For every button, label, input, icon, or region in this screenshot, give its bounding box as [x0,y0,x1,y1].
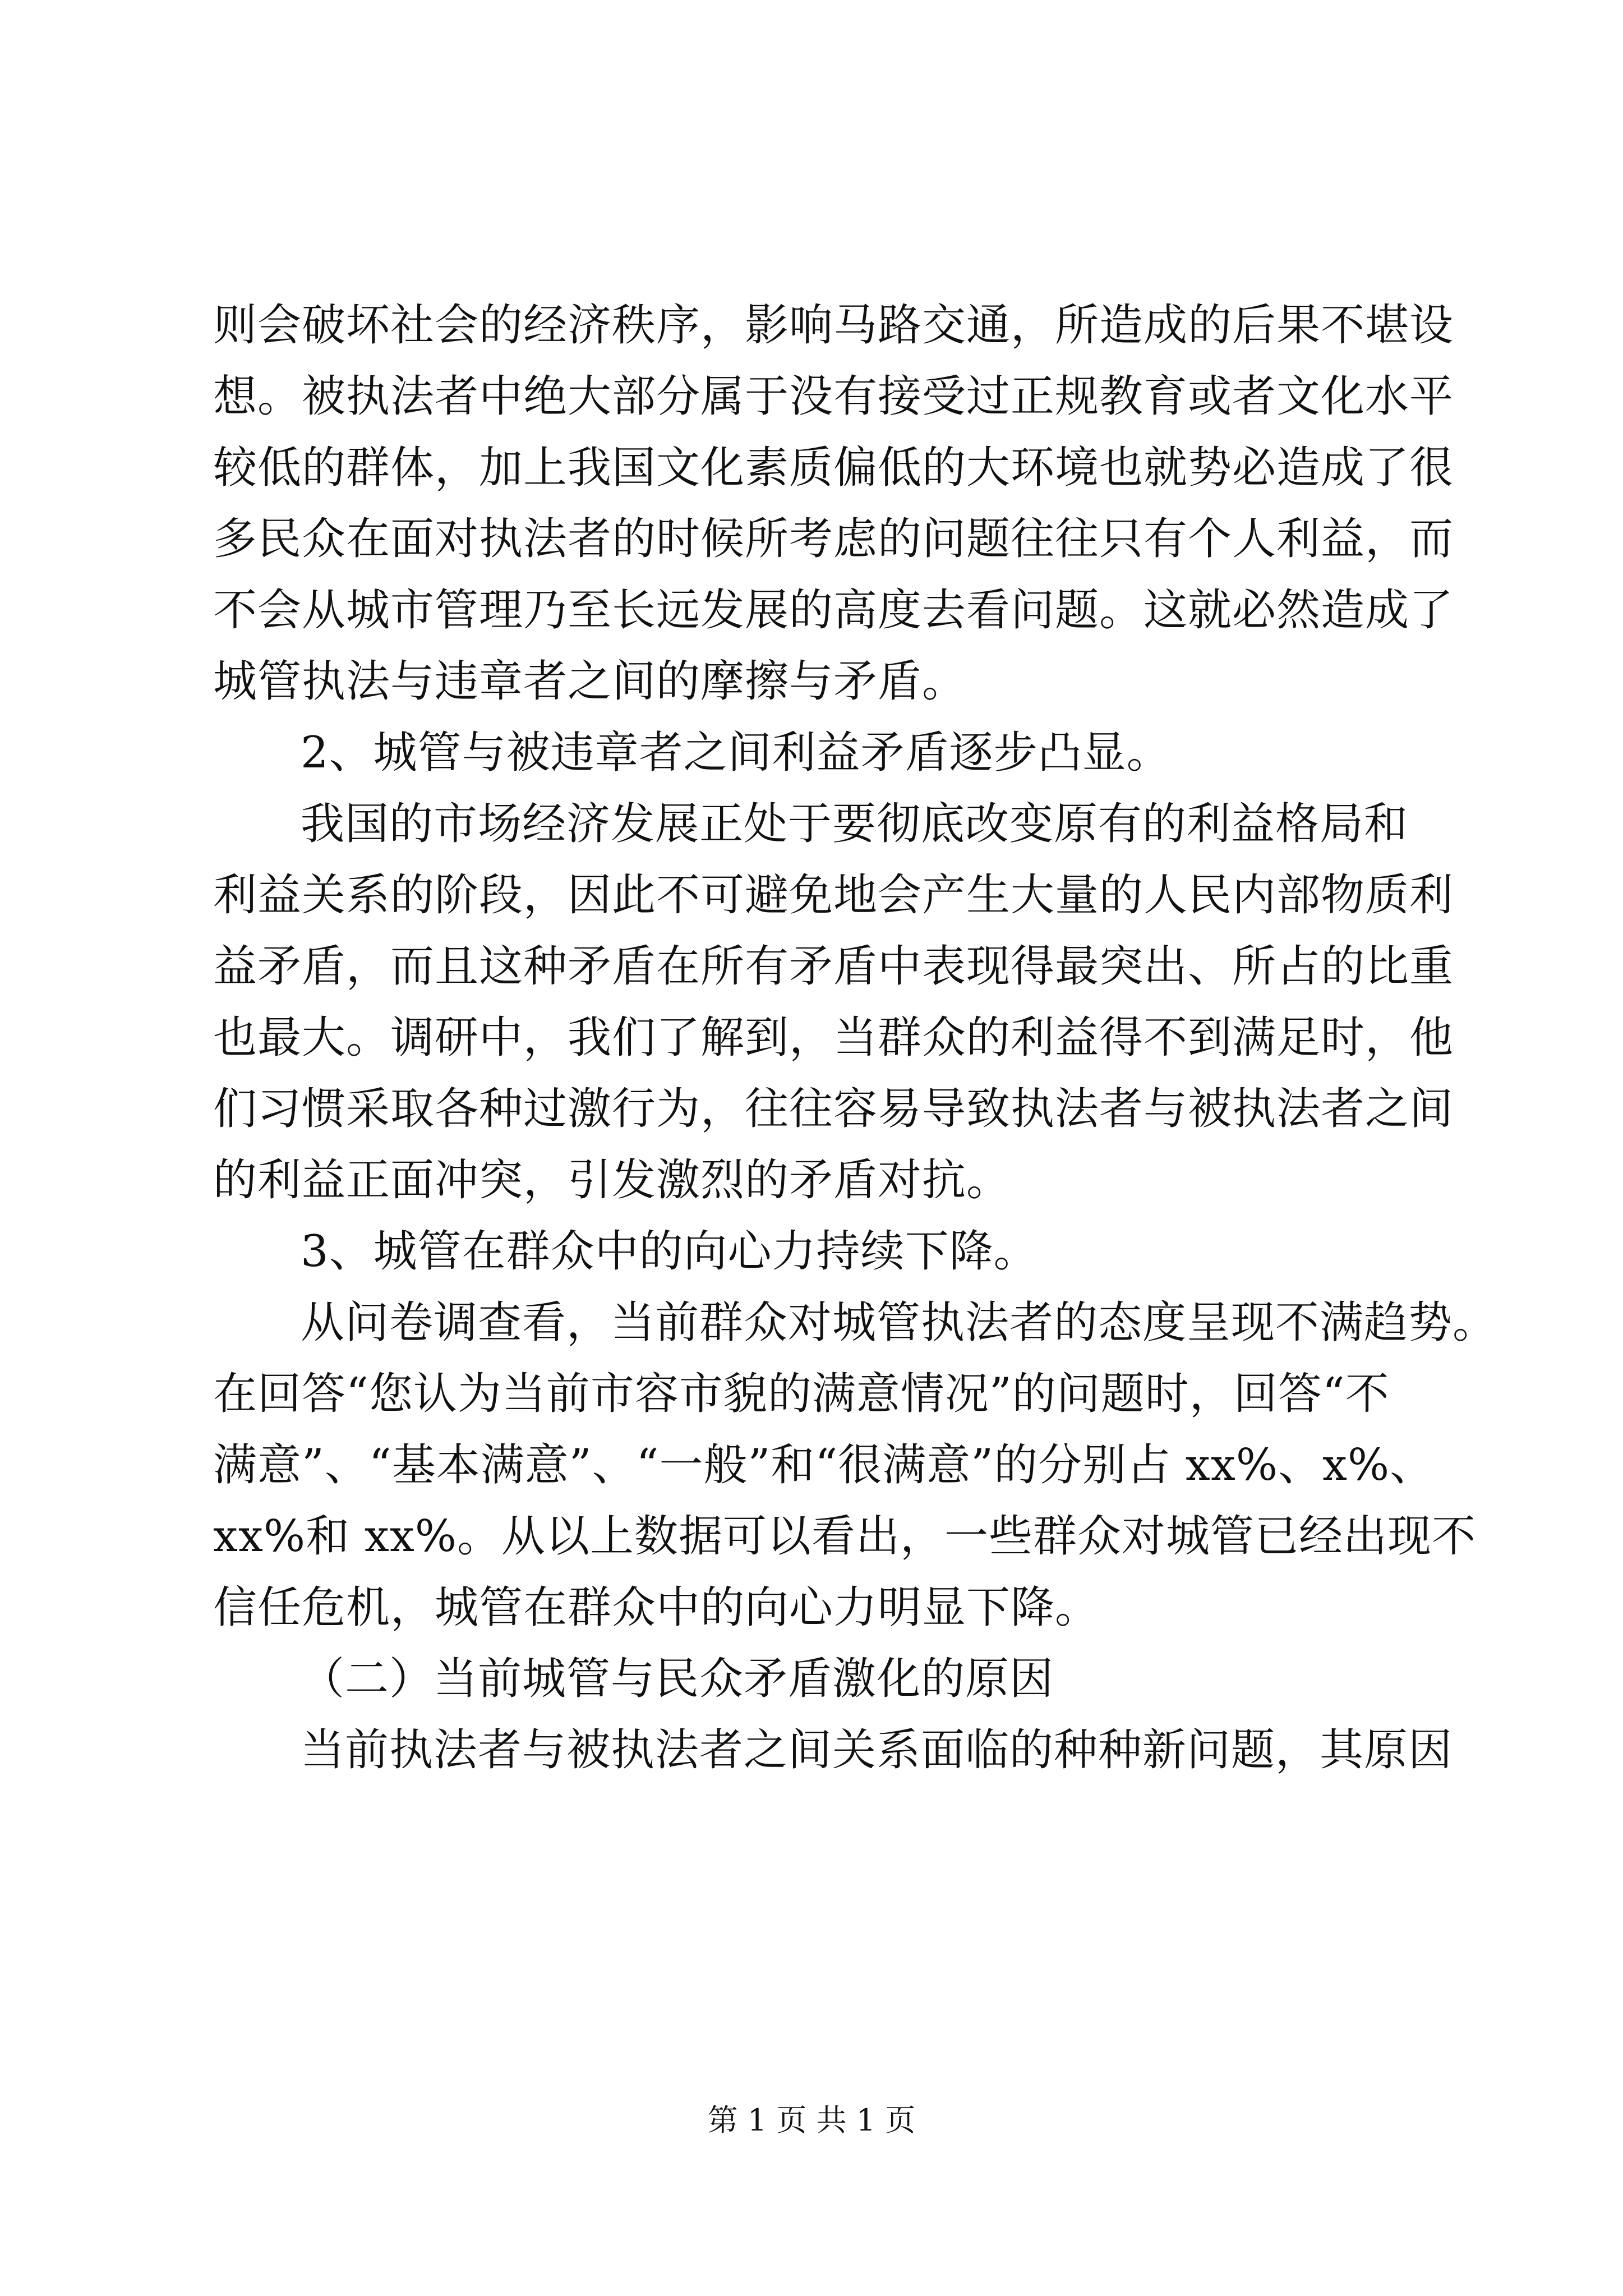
text-line-1: 则会破坏社会的经济秩序，影响马路交通，所造成的后果不堪设 [213,300,1454,351]
text-line-16: 在回答“您认为当前市容市貌的满意情况”的问题时，回答“不 [213,1369,1390,1419]
paragraph-start-2: 从问卷调查看，当前群众对城管执法者的态度呈现不满趋势。 [301,1297,1497,1348]
section-heading-2: 2、城管与被违章者之间利益矛盾逐步凸显。 [301,728,1171,778]
paragraph-start-3: 当前执法者与被执法者之间关系面临的种种新问题，其原因 [301,1725,1453,1775]
text-line-11: 也最大。调研中，我们了解到，当群众的利益得不到满足时，他 [213,1013,1454,1063]
text-line-18: xx%和 xx%。从以上数据可以看出，一些群众对城管已经出现不 [213,1511,1476,1562]
text-line-13: 的利益正面冲突，引发激烈的矛盾对抗。 [213,1155,1011,1205]
text-line-5: 不会从城市管理乃至长远发展的高度去看问题。这就必然造成了 [213,585,1454,636]
text-line-6: 城管执法与违章者之间的摩擦与矛盾。 [213,656,967,707]
text-line-4: 多民众在面对执法者的时候所考虑的问题往往只有个人利益，而 [213,514,1454,564]
text-line-10: 益矛盾，而且这种矛盾在所有矛盾中表现得最突出、所占的比重 [213,941,1454,992]
paragraph-start-1: 我国的市场经济发展正处于要彻底改变原有的利益格局和 [301,799,1409,849]
text-line-12: 们习惯采取各种过激行为，往往容易导致执法者与被执法者之间 [213,1084,1454,1134]
section-heading-ii: （二）当前城管与民众矛盾激化的原因 [301,1654,1054,1704]
text-line-9: 利益关系的阶段，因此不可避免地会产生大量的人民内部物质利 [213,870,1454,921]
text-line-17: 满意”、“基本满意”、“一般”和“很满意”的分别占 xx%、x%、 [213,1440,1435,1490]
section-heading-3: 3、城管在群众中的向心力持续下降。 [301,1226,1038,1277]
text-line-2: 想。被执法者中绝大部分属于没有接受过正规教育或者文化水平 [213,371,1454,422]
text-line-19: 信任危机，城管在群众中的向心力明显下降。 [213,1582,1100,1633]
text-line-3: 较低的群体，加上我国文化素质偏低的大环境也就势必造成了很 [213,443,1454,493]
page-footer: 第 1 页 共 1 页 [707,2102,916,2138]
